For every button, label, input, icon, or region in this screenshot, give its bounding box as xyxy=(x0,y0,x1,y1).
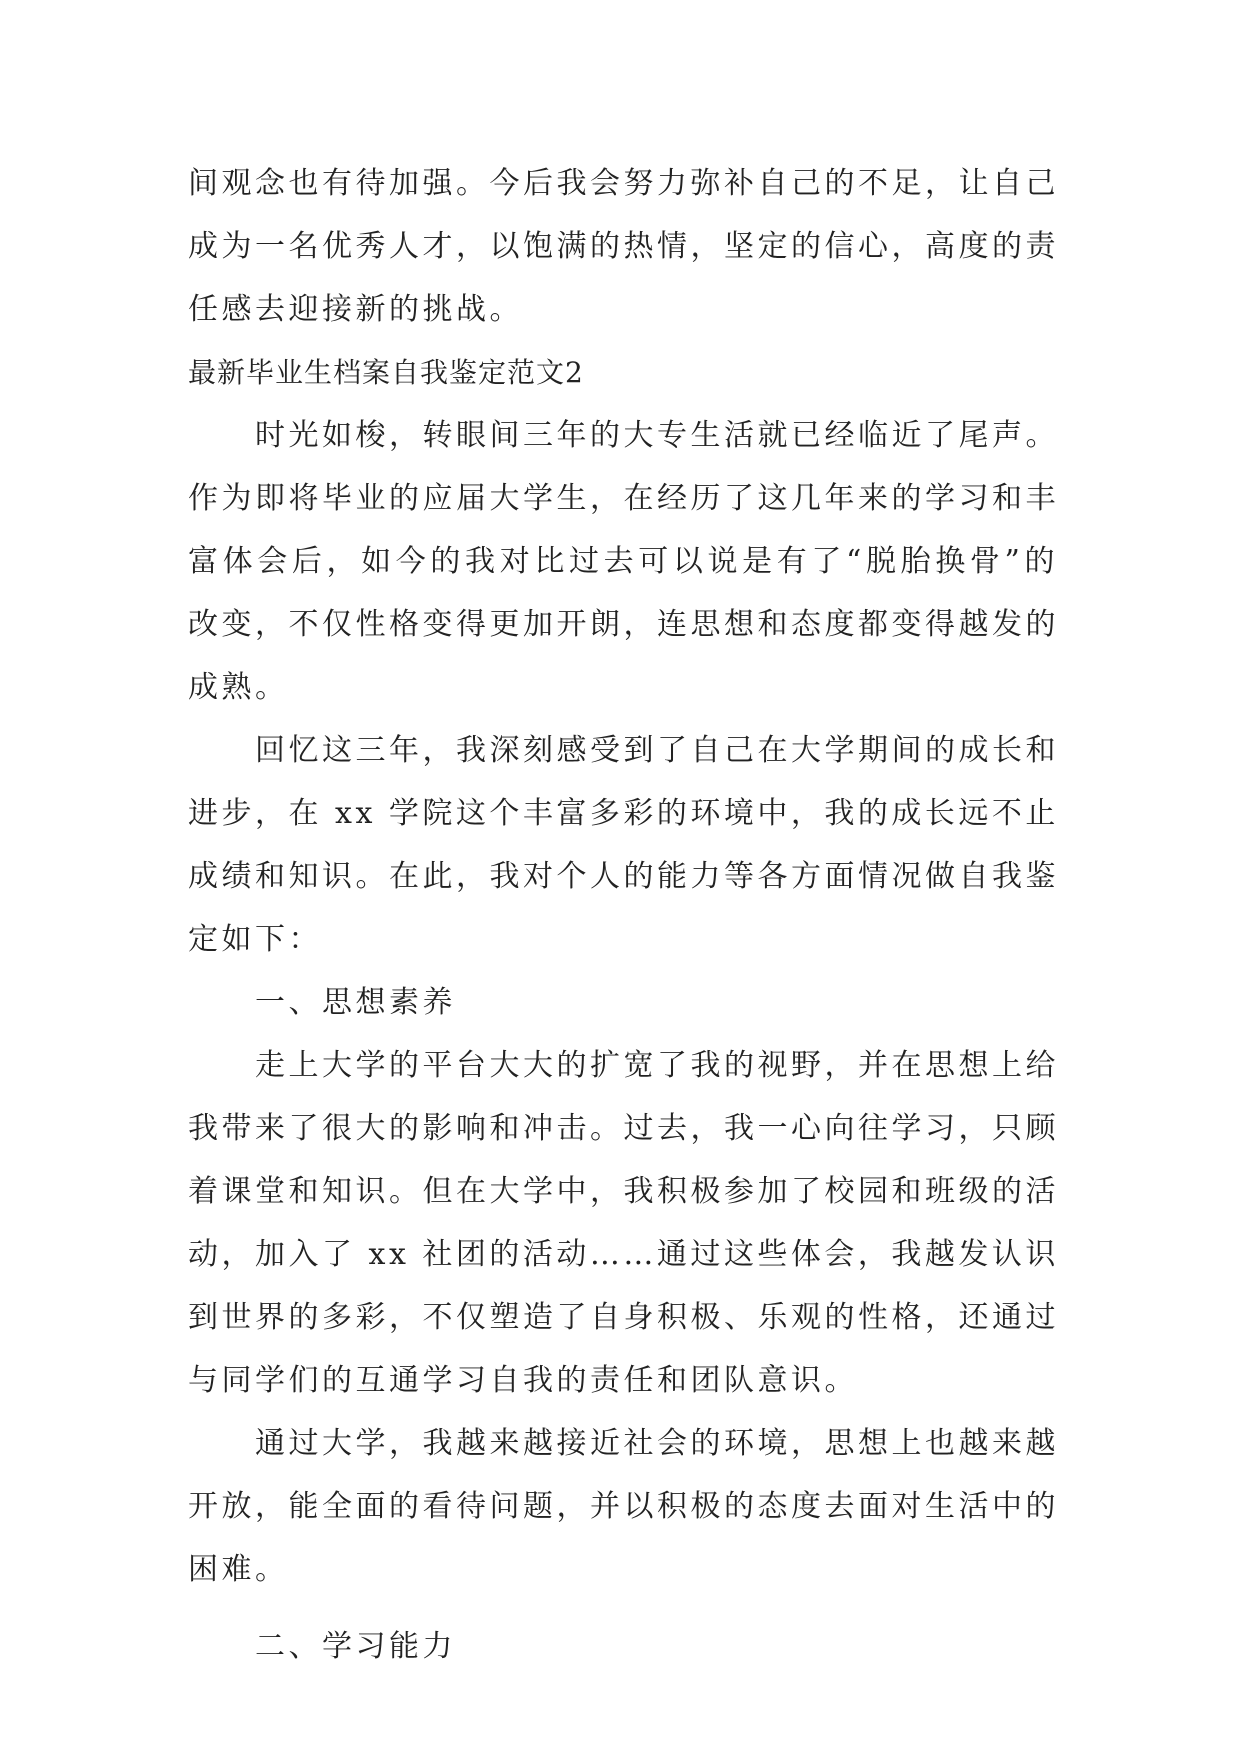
text-line: 通过大学，我越来越接近社会的环境，思想上也越来越 xyxy=(255,1426,1059,1461)
text-line: 任感去迎接新的挑战。 xyxy=(188,292,523,327)
paragraph xyxy=(188,1615,1058,1678)
paragraph xyxy=(188,719,1058,971)
text-line: 动，加入了 xx 社团的活动……通过这些体会，我越发认识 xyxy=(188,1237,1059,1272)
text-line: 改变，不仅性格变得更加开朗，连思想和态度都变得越发的 xyxy=(188,607,1059,642)
text-line: 着课堂和知识。但在大学中，我积极参加了校园和班级的活 xyxy=(188,1174,1059,1209)
text-line: 定如下： xyxy=(188,922,322,957)
text-line: 与同学们的互通学习自我的责任和团队意识。 xyxy=(188,1363,858,1398)
text-line: 到世界的多彩，不仅塑造了自身积极、乐观的性格，还通过 xyxy=(188,1300,1059,1335)
text-line: 走上大学的平台大大的扩宽了我的视野，并在思想上给 xyxy=(255,1048,1059,1083)
text-line: 间观念也有待加强。今后我会努力弥补自己的不足，让自己 xyxy=(188,166,1059,201)
text-line: 时光如梭，转眼间三年的大专生活就已经临近了尾声。 xyxy=(255,418,1059,453)
paragraph xyxy=(188,152,1058,341)
paragraph xyxy=(188,1412,1058,1601)
text-line: 成绩和知识。在此，我对个人的能力等各方面情况做自我鉴 xyxy=(188,859,1059,894)
paragraph-gap xyxy=(188,1601,1058,1615)
text-line: 成为一名优秀人才，以饱满的热情，坚定的信心，高度的责 xyxy=(188,229,1059,264)
text-line: 我带来了很大的影响和冲击。过去，我一心向往学习，只顾 xyxy=(188,1111,1059,1146)
text-line: 回忆这三年，我深刻感受到了自己在大学期间的成长和 xyxy=(255,733,1059,768)
text-line: 二、学习能力 xyxy=(255,1629,456,1664)
text-line: 成熟。 xyxy=(188,670,289,705)
paragraph xyxy=(188,404,1058,719)
text-line: 开放，能全面的看待问题，并以积极的态度去面对生活中的 xyxy=(188,1489,1059,1524)
text-line: 进步，在 xx 学院这个丰富多彩的环境中，我的成长远不止 xyxy=(188,796,1059,831)
text-line: 困难。 xyxy=(188,1552,289,1587)
text-line: 作为即将毕业的应届大学生，在经历了这几年来的学习和丰 xyxy=(188,481,1059,516)
section-heading xyxy=(188,341,1058,404)
text-line: 最新毕业生档案自我鉴定范文2 xyxy=(188,356,584,389)
paragraph xyxy=(188,1034,1058,1412)
paragraph xyxy=(188,971,1058,1034)
document-page xyxy=(188,152,1058,1678)
text-line: 一、思想素养 xyxy=(255,985,456,1020)
text-line: 富体会后，如今的我对比过去可以说是有了“脱胎换骨”的 xyxy=(188,544,1058,579)
